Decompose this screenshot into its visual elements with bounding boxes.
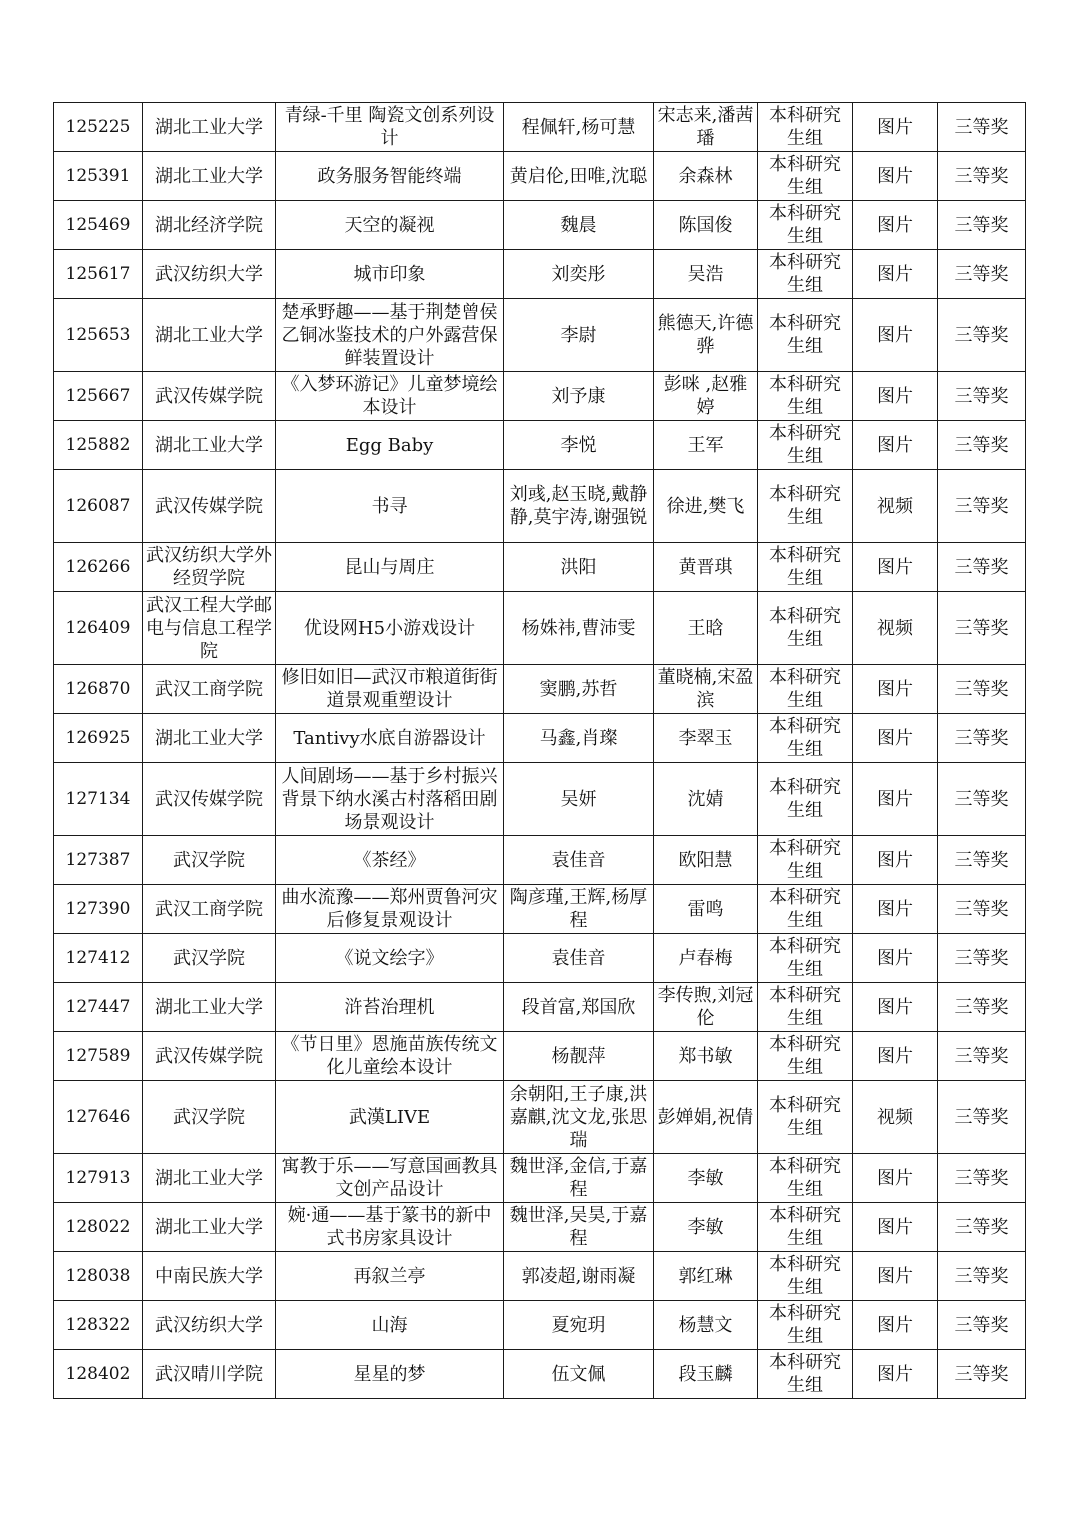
table-row: [54, 934, 1026, 983]
school-cell: 武汉传媒学院: [143, 372, 276, 421]
award-cell: 三等奖: [938, 1154, 1026, 1203]
authors-cell: 郭凌超,谢雨凝: [504, 1252, 654, 1301]
table-row: [54, 470, 1026, 543]
work-title-cell: 婉·通——基于篆书的新中式书房家具设计: [276, 1203, 504, 1252]
type-cell: 图片: [853, 299, 938, 372]
school-cell: 湖北工业大学: [143, 983, 276, 1032]
work-title-cell: 修旧如旧—武汉市粮道街街道景观重塑设计: [276, 665, 504, 714]
advisor-cell: 李敏: [654, 1203, 758, 1252]
group-cell: 本科研究生组: [758, 543, 853, 592]
type-cell: 视频: [853, 1081, 938, 1154]
school-cell: 湖北工业大学: [143, 714, 276, 763]
advisor-cell: 郑书敏: [654, 1032, 758, 1081]
award-cell: 三等奖: [938, 201, 1026, 250]
authors-cell: 杨姝祎,曹沛雯: [504, 592, 654, 665]
table-row: [54, 250, 1026, 299]
entry-id-cell: 127589: [54, 1032, 143, 1081]
table-row: [54, 103, 1026, 152]
authors-cell: 李悦: [504, 421, 654, 470]
group-cell: 本科研究生组: [758, 592, 853, 665]
school-cell: 武汉纺织大学: [143, 250, 276, 299]
school-cell: 湖北工业大学: [143, 152, 276, 201]
school-cell: 湖北工业大学: [143, 1154, 276, 1203]
school-cell: 武汉纺织大学外经贸学院: [143, 543, 276, 592]
award-cell: 三等奖: [938, 1350, 1026, 1399]
table-row: [54, 201, 1026, 250]
award-cell: 三等奖: [938, 1301, 1026, 1350]
award-cell: 三等奖: [938, 592, 1026, 665]
advisor-cell: 王晗: [654, 592, 758, 665]
authors-cell: 窦鹏,苏哲: [504, 665, 654, 714]
group-cell: 本科研究生组: [758, 103, 853, 152]
type-cell: 图片: [853, 152, 938, 201]
type-cell: 图片: [853, 250, 938, 299]
school-cell: 武汉工程大学邮电与信息工程学院: [143, 592, 276, 665]
type-cell: 图片: [853, 983, 938, 1032]
award-cell: 三等奖: [938, 543, 1026, 592]
authors-cell: 袁佳音: [504, 934, 654, 983]
award-cell: 三等奖: [938, 665, 1026, 714]
entry-id-cell: 128022: [54, 1203, 143, 1252]
work-title-cell: 《节日里》恩施苗族传统文化儿童绘本设计: [276, 1032, 504, 1081]
work-title-cell: 《说文绘字》: [276, 934, 504, 983]
table-row: [54, 372, 1026, 421]
advisor-cell: 杨慧文: [654, 1301, 758, 1350]
type-cell: 图片: [853, 763, 938, 836]
work-title-cell: 《茶经》: [276, 836, 504, 885]
advisor-cell: 陈国俊: [654, 201, 758, 250]
group-cell: 本科研究生组: [758, 1301, 853, 1350]
type-cell: 图片: [853, 934, 938, 983]
table-body: [54, 103, 1026, 1399]
authors-cell: 刘奕彤: [504, 250, 654, 299]
entry-id-cell: 127646: [54, 1081, 143, 1154]
type-cell: 图片: [853, 1154, 938, 1203]
advisor-cell: 李传煦,刘冠伦: [654, 983, 758, 1032]
work-title-cell: 人间剧场——基于乡村振兴背景下纳水溪古村落稻田剧场景观设计: [276, 763, 504, 836]
advisor-cell: 李敏: [654, 1154, 758, 1203]
type-cell: 图片: [853, 665, 938, 714]
award-cell: 三等奖: [938, 1203, 1026, 1252]
school-cell: 湖北工业大学: [143, 299, 276, 372]
advisor-cell: 郭红琳: [654, 1252, 758, 1301]
group-cell: 本科研究生组: [758, 836, 853, 885]
entry-id-cell: 125225: [54, 103, 143, 152]
authors-cell: 李尉: [504, 299, 654, 372]
table-row: [54, 1081, 1026, 1154]
type-cell: 图片: [853, 836, 938, 885]
authors-cell: 陶彦瑾,王辉,杨厚程: [504, 885, 654, 934]
school-cell: 武汉传媒学院: [143, 763, 276, 836]
entry-id-cell: 128322: [54, 1301, 143, 1350]
type-cell: 图片: [853, 1032, 938, 1081]
table-row: [54, 1154, 1026, 1203]
table-row: [54, 714, 1026, 763]
entry-id-cell: 125469: [54, 201, 143, 250]
entry-id-cell: 125882: [54, 421, 143, 470]
type-cell: 图片: [853, 543, 938, 592]
authors-cell: 伍文佩: [504, 1350, 654, 1399]
authors-cell: 魏晨: [504, 201, 654, 250]
table-row: [54, 543, 1026, 592]
award-cell: 三等奖: [938, 836, 1026, 885]
table-row: [54, 1032, 1026, 1081]
advisor-cell: 董晓楠,宋盈滨: [654, 665, 758, 714]
authors-cell: 余朝阳,王子康,洪嘉麒,沈文龙,张思瑞: [504, 1081, 654, 1154]
advisor-cell: 熊德天,许德骅: [654, 299, 758, 372]
table-row: [54, 885, 1026, 934]
results-table: [53, 102, 1026, 1399]
type-cell: 图片: [853, 714, 938, 763]
school-cell: 武汉传媒学院: [143, 1032, 276, 1081]
work-title-cell: Tantivy水底自游器设计: [276, 714, 504, 763]
school-cell: 武汉工商学院: [143, 885, 276, 934]
school-cell: 武汉纺织大学: [143, 1301, 276, 1350]
table-row: [54, 836, 1026, 885]
entry-id-cell: 126266: [54, 543, 143, 592]
entry-id-cell: 127390: [54, 885, 143, 934]
entry-id-cell: 126409: [54, 592, 143, 665]
work-title-cell: 曲水流豫——郑州贾鲁河灾后修复景观设计: [276, 885, 504, 934]
school-cell: 湖北工业大学: [143, 421, 276, 470]
entry-id-cell: 125667: [54, 372, 143, 421]
authors-cell: 马鑫,肖璨: [504, 714, 654, 763]
group-cell: 本科研究生组: [758, 372, 853, 421]
work-title-cell: 星星的梦: [276, 1350, 504, 1399]
award-cell: 三等奖: [938, 714, 1026, 763]
entry-id-cell: 128402: [54, 1350, 143, 1399]
group-cell: 本科研究生组: [758, 470, 853, 543]
table-row: [54, 1301, 1026, 1350]
work-title-cell: 昆山与周庄: [276, 543, 504, 592]
award-cell: 三等奖: [938, 763, 1026, 836]
school-cell: 武汉学院: [143, 1081, 276, 1154]
award-cell: 三等奖: [938, 250, 1026, 299]
work-title-cell: 书寻: [276, 470, 504, 543]
entry-id-cell: 125653: [54, 299, 143, 372]
table-row: [54, 1350, 1026, 1399]
school-cell: 武汉传媒学院: [143, 470, 276, 543]
authors-cell: 魏世泽,吴昊,于嘉程: [504, 1203, 654, 1252]
award-cell: 三等奖: [938, 934, 1026, 983]
type-cell: 图片: [853, 1301, 938, 1350]
type-cell: 视频: [853, 470, 938, 543]
group-cell: 本科研究生组: [758, 934, 853, 983]
school-cell: 武汉晴川学院: [143, 1350, 276, 1399]
type-cell: 图片: [853, 1203, 938, 1252]
award-cell: 三等奖: [938, 103, 1026, 152]
award-cell: 三等奖: [938, 299, 1026, 372]
type-cell: 图片: [853, 201, 938, 250]
award-cell: 三等奖: [938, 983, 1026, 1032]
award-cell: 三等奖: [938, 152, 1026, 201]
type-cell: 图片: [853, 1252, 938, 1301]
table-row: [54, 152, 1026, 201]
award-cell: 三等奖: [938, 1081, 1026, 1154]
advisor-cell: 雷鸣: [654, 885, 758, 934]
work-title-cell: 青绿-千里 陶瓷文创系列设计: [276, 103, 504, 152]
award-cell: 三等奖: [938, 421, 1026, 470]
group-cell: 本科研究生组: [758, 250, 853, 299]
group-cell: 本科研究生组: [758, 1350, 853, 1399]
group-cell: 本科研究生组: [758, 1203, 853, 1252]
group-cell: 本科研究生组: [758, 201, 853, 250]
entry-id-cell: 126087: [54, 470, 143, 543]
group-cell: 本科研究生组: [758, 1081, 853, 1154]
advisor-cell: 沈婧: [654, 763, 758, 836]
work-title-cell: 天空的凝视: [276, 201, 504, 250]
authors-cell: 杨靓萍: [504, 1032, 654, 1081]
advisor-cell: 余森林: [654, 152, 758, 201]
group-cell: 本科研究生组: [758, 714, 853, 763]
school-cell: 武汉学院: [143, 836, 276, 885]
entry-id-cell: 125617: [54, 250, 143, 299]
group-cell: 本科研究生组: [758, 885, 853, 934]
advisor-cell: 吴浩: [654, 250, 758, 299]
group-cell: 本科研究生组: [758, 299, 853, 372]
entry-id-cell: 126925: [54, 714, 143, 763]
type-cell: 图片: [853, 103, 938, 152]
advisor-cell: 黄晋琪: [654, 543, 758, 592]
authors-cell: 刘彧,赵玉晓,戴静静,莫宇涛,谢强锐: [504, 470, 654, 543]
advisor-cell: 宋志来,潘茜璠: [654, 103, 758, 152]
school-cell: 中南民族大学: [143, 1252, 276, 1301]
type-cell: 视频: [853, 592, 938, 665]
entry-id-cell: 125391: [54, 152, 143, 201]
work-title-cell: 武漢LIVE: [276, 1081, 504, 1154]
group-cell: 本科研究生组: [758, 763, 853, 836]
advisor-cell: 王军: [654, 421, 758, 470]
authors-cell: 魏世泽,金信,于嘉程: [504, 1154, 654, 1203]
work-title-cell: 浒苔治理机: [276, 983, 504, 1032]
school-cell: 湖北经济学院: [143, 201, 276, 250]
advisor-cell: 徐进,樊飞: [654, 470, 758, 543]
advisor-cell: 彭咪 ,赵雅婷: [654, 372, 758, 421]
authors-cell: 袁佳音: [504, 836, 654, 885]
group-cell: 本科研究生组: [758, 983, 853, 1032]
type-cell: 图片: [853, 885, 938, 934]
group-cell: 本科研究生组: [758, 421, 853, 470]
school-cell: 湖北工业大学: [143, 1203, 276, 1252]
school-cell: 武汉工商学院: [143, 665, 276, 714]
group-cell: 本科研究生组: [758, 665, 853, 714]
work-title-cell: 楚承野趣——基于荆楚曾侯乙铜冰鉴技术的户外露营保鲜装置设计: [276, 299, 504, 372]
table-row: [54, 1252, 1026, 1301]
authors-cell: 夏宛玥: [504, 1301, 654, 1350]
advisor-cell: 李翠玉: [654, 714, 758, 763]
entry-id-cell: 127412: [54, 934, 143, 983]
type-cell: 图片: [853, 421, 938, 470]
award-cell: 三等奖: [938, 885, 1026, 934]
work-title-cell: 城市印象: [276, 250, 504, 299]
authors-cell: 黄启伦,田唯,沈聪: [504, 152, 654, 201]
entry-id-cell: 126870: [54, 665, 143, 714]
entry-id-cell: 127134: [54, 763, 143, 836]
work-title-cell: 《入梦环游记》儿童梦境绘本设计: [276, 372, 504, 421]
group-cell: 本科研究生组: [758, 1252, 853, 1301]
award-cell: 三等奖: [938, 372, 1026, 421]
authors-cell: 程佩轩,杨可慧: [504, 103, 654, 152]
table-row: [54, 421, 1026, 470]
award-cell: 三等奖: [938, 1252, 1026, 1301]
authors-cell: 洪阳: [504, 543, 654, 592]
group-cell: 本科研究生组: [758, 1032, 853, 1081]
entry-id-cell: 128038: [54, 1252, 143, 1301]
table-row: [54, 983, 1026, 1032]
advisor-cell: 段玉麟: [654, 1350, 758, 1399]
table-row: [54, 763, 1026, 836]
advisor-cell: 欧阳慧: [654, 836, 758, 885]
table-row: [54, 665, 1026, 714]
award-cell: 三等奖: [938, 1032, 1026, 1081]
authors-cell: 刘予康: [504, 372, 654, 421]
work-title-cell: 优设网H5小游戏设计: [276, 592, 504, 665]
table-row: [54, 299, 1026, 372]
work-title-cell: 政务服务智能终端: [276, 152, 504, 201]
group-cell: 本科研究生组: [758, 152, 853, 201]
authors-cell: 段首富,郑国欣: [504, 983, 654, 1032]
entry-id-cell: 127447: [54, 983, 143, 1032]
school-cell: 湖北工业大学: [143, 103, 276, 152]
table-row: [54, 592, 1026, 665]
award-cell: 三等奖: [938, 470, 1026, 543]
work-title-cell: 山海: [276, 1301, 504, 1350]
work-title-cell: 寓教于乐——写意国画教具文创产品设计: [276, 1154, 504, 1203]
authors-cell: 吴妍: [504, 763, 654, 836]
school-cell: 武汉学院: [143, 934, 276, 983]
table-row: [54, 1203, 1026, 1252]
entry-id-cell: 127387: [54, 836, 143, 885]
advisor-cell: 彭婵娟,祝倩: [654, 1081, 758, 1154]
advisor-cell: 卢春梅: [654, 934, 758, 983]
type-cell: 图片: [853, 1350, 938, 1399]
work-title-cell: Egg Baby: [276, 421, 504, 470]
entry-id-cell: 127913: [54, 1154, 143, 1203]
group-cell: 本科研究生组: [758, 1154, 853, 1203]
type-cell: 图片: [853, 372, 938, 421]
work-title-cell: 再叙兰亭: [276, 1252, 504, 1301]
